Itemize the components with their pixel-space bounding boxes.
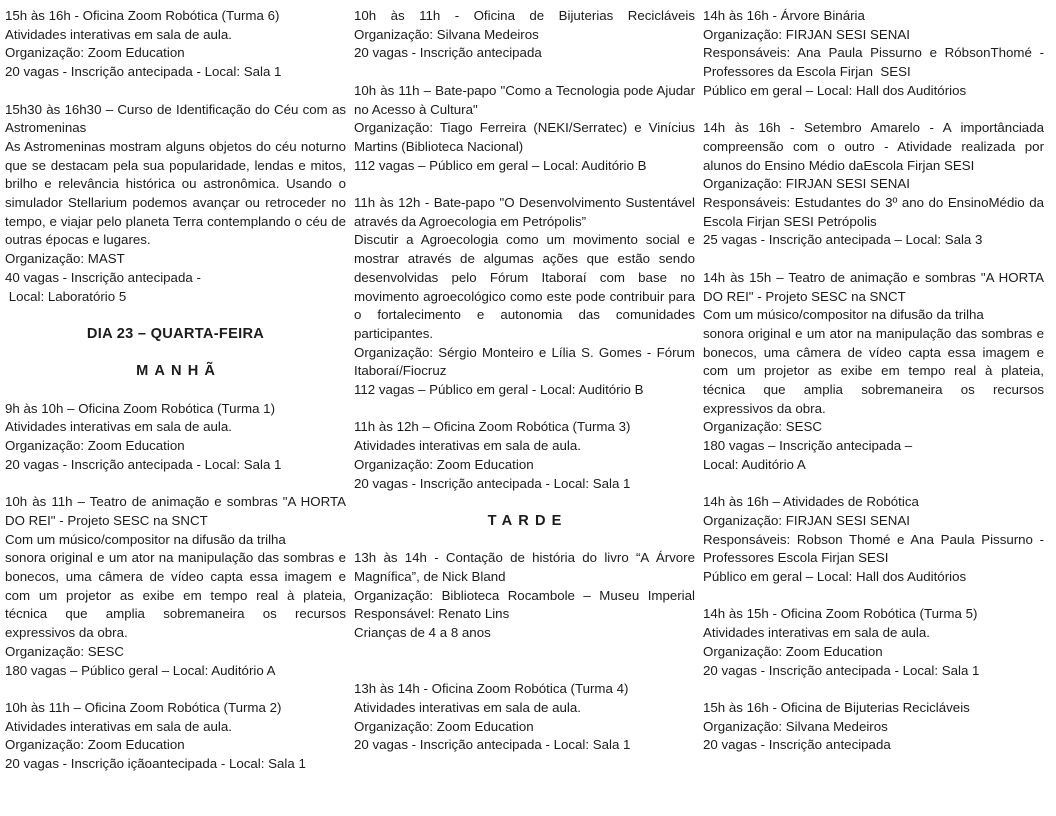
event-line: Com um músico/compositor na difusão da trilha	[703, 307, 984, 323]
event-line: Organização: MAST	[5, 251, 125, 267]
event-line: 20 vagas - Inscrição antecipada	[703, 737, 891, 753]
event-block	[703, 119, 1044, 250]
event-line: Público em geral – Local: Hall dos Auditórios	[703, 82, 967, 98]
event-line: Organização: Silvana Medeiros	[703, 718, 888, 734]
event-line: 10h às 11h – Oficina Zoom Robótica (Turma 2)	[5, 699, 282, 715]
event-block	[703, 605, 1044, 680]
event-line: Organização: Biblioteca Rocambole – Museu Imperial	[354, 587, 695, 603]
schedule-column-1	[5, 7, 346, 816]
event-line: 20 vagas - Inscrição antecipada - Local: Sala 1	[5, 64, 282, 80]
event-line: 20 vagas - Inscrição antecipada	[354, 45, 542, 61]
schedule-column-3	[703, 7, 1044, 816]
event-line: 15h às 16h - Oficina Zoom Robótica (Turma 6)	[5, 8, 280, 23]
event-line: 40 vagas - Inscrição antecipada -	[5, 269, 201, 285]
event-line: sonora original e um ator na manipulação das sombras e bonecos, uma câmera de vídeo capta essa imagem e com um projetor as exibe em tempo real à plateia, técnica que amplia sobremaneira os recursos expressivos da obra.	[703, 325, 1044, 416]
event-block	[5, 101, 346, 307]
event-line: 9h às 10h – Oficina Zoom Robótica (Turma 1)	[5, 400, 275, 416]
event-line: 112 vagas – Público em geral – Local: Auditório B	[354, 157, 647, 173]
event-line: 10h às 11h - Oficina de Bijuterias Recicláveis	[354, 8, 695, 23]
event-block	[703, 493, 1044, 587]
event-line: 11h às 12h – Oficina Zoom Robótica (Turma 3)	[354, 419, 631, 435]
event-block	[703, 7, 1044, 101]
heading-period: MANHÃ	[136, 363, 222, 380]
event-line: 15h30 às 16h30 – Curso de Identificação do Céu com as Astromeninas	[5, 101, 346, 136]
event-line: Público em geral – Local: Hall dos Auditórios	[703, 569, 967, 585]
event-line: 20 vagas - Inscrição antecipada - Local: Sala 1	[5, 456, 282, 472]
event-line: Atividades interativas em sala de aula.	[5, 718, 232, 734]
event-line: 25 vagas - Inscrição antecipada – Local: Sala 3	[703, 232, 983, 248]
heading-period: TARDE	[487, 512, 568, 529]
event-line: 10h às 11h – Bate-papo "Como a Tecnologia pode Ajudar no Acesso à Cultura"	[354, 82, 695, 117]
event-line: 112 vagas – Público em geral - Local: Auditório B	[354, 382, 644, 398]
event-line: Responsável: Renato Lins	[354, 606, 510, 622]
event-line: Atividades interativas em sala de aula.	[5, 419, 232, 435]
event-line: Organização: Silvana Medeiros	[354, 26, 539, 42]
event-line: sonora original e um ator na manipulação das sombras e bonecos, uma câmera de vídeo capta essa imagem e com um projetor as exibe em tempo real à plateia, técnica que amplia sobremaneira os recursos expressivos da obra.	[5, 550, 346, 641]
event-line: 180 vagas – Inscrição antecipada –	[703, 438, 913, 454]
event-line: Responsáveis: Estudantes do 3º ano do EnsinoMédio da Escola Firjan SESI Petrópolis	[703, 195, 1044, 229]
event-line: Organização: Zoom Education	[354, 456, 534, 472]
event-line: 10h às 11h – Teatro de animação e sombras "A HORTA DO REI" - Projeto SESC na SNCT	[5, 494, 346, 528]
event-line: Organização: Sérgio Monteiro e Lília S. Gomes - Fórum Itaboraí/Fiocruz	[354, 344, 695, 379]
event-line: 20 vagas - Inscrição antecipada - Local: Sala 1	[354, 475, 631, 491]
event-line: 13h às 14h - Oficina Zoom Robótica (Turma 4)	[354, 681, 629, 697]
event-line: Com um músico/compositor na difusão da trilha	[5, 531, 286, 547]
event-block	[5, 400, 346, 475]
event-block	[5, 699, 346, 774]
event-line: 20 vagas - Inscrição antecipada - Local: Sala 1	[354, 737, 631, 753]
event-block	[354, 680, 695, 755]
event-line: 15h às 16h - Oficina de Bijuterias Recicláveis	[703, 699, 970, 715]
event-line: 14h às 16h – Atividades de Robótica	[703, 494, 919, 510]
event-line: Organização: Zoom Education	[5, 45, 185, 61]
heading-day: DIA 23 – QUARTA-FEIRA	[86, 325, 265, 342]
event-line: 11h às 12h - Bate-papo "O Desenvolvimento Sustentável através da Agroecologia em Petrópolis”	[354, 195, 695, 229]
schedule-column-2	[354, 7, 695, 816]
event-line: Atividades interativas em sala de aula.	[703, 625, 930, 641]
event-line: 20 vagas - Inscrição antecipada - Local: Sala 1	[703, 662, 980, 678]
event-line: 13h às 14h - Contação de história do livro “A Árvore Magnífica”, de Nick Bland	[354, 550, 695, 585]
event-line: Organização: FIRJAN SESI SENAI	[703, 26, 910, 42]
event-block	[5, 493, 346, 680]
event-line: Organização: Zoom Education	[703, 643, 883, 659]
event-line: Crianças de 4 a 8 anos	[354, 625, 491, 641]
event-line: Atividades interativas em sala de aula.	[354, 699, 581, 715]
event-line: Organização: Zoom Education	[5, 438, 185, 454]
event-line: Responsáveis: Ana Paula Pissurno e RóbsonThomé - Professores da Escola Firjan SESI	[703, 45, 1044, 80]
event-line: 14h às 16h - Setembro Amarelo - A importânciada compreensão com o outro - Atividade realizada por alunos do Ensino Médio daEscola Firjan SESI	[703, 120, 1044, 173]
event-line: As Astromeninas mostram alguns objetos do céu noturno que se destacam pela sua popularidade, lendas e mitos, brilho e relevância histórica ou astronômica. Usando o simulador Stellarium podemos avançar ou retroceder no tempo, e viajar pelo planeta Terra contemplando o céu de outras épocas e lugares.	[5, 138, 346, 248]
event-block	[703, 699, 1044, 755]
event-line: Atividades interativas em sala de aula.	[354, 438, 581, 454]
event-line: Organização: SESC	[5, 643, 124, 659]
event-line: Organização: Zoom Education	[354, 718, 534, 734]
event-line: Organização: FIRJAN SESI SENAI	[703, 176, 910, 192]
event-line: 14h às 16h - Árvore Binária	[703, 8, 865, 23]
event-block	[354, 418, 695, 493]
event-line: Local: Auditório A	[703, 456, 806, 472]
event-line: 20 vagas - Inscrição içãoantecipada - Local: Sala 1	[5, 756, 306, 772]
event-line: Organização: Zoom Education	[5, 737, 185, 753]
event-line: Local: Laboratório 5	[5, 288, 127, 304]
event-line: 14h às 15h – Teatro de animação e sombras "A HORTA DO REI" - Projeto SESC na SNCT	[703, 269, 1044, 304]
event-block	[5, 7, 346, 82]
event-line: Atividades interativas em sala de aula.	[5, 26, 232, 42]
event-block	[354, 82, 695, 176]
event-line: Organização: SESC	[703, 419, 822, 435]
event-block	[354, 7, 695, 63]
event-block	[354, 194, 695, 400]
event-line: Organização: Tiago Ferreira (NEKI/Serratec) e Vinícius Martins (Biblioteca Nacional)	[354, 120, 695, 154]
event-line: Organização: FIRJAN SESI SENAI	[703, 512, 910, 528]
event-line: Discutir a Agroecologia como um movimento social e mostrar através de algumas ações que estão sendo desenvolvidas pelo Fórum Itaboraí com base no movimento agroecológico como este pode contribuir para o fortalecimento e autonomia das comunidades participantes.	[354, 232, 695, 341]
event-block	[703, 269, 1044, 475]
event-block	[354, 549, 695, 643]
event-line: 180 vagas – Público geral – Local: Auditório A	[5, 662, 276, 678]
event-line: 14h às 15h - Oficina Zoom Robótica (Turma 5)	[703, 606, 978, 622]
event-line: Responsáveis: Robson Thomé e Ana Paula Pissurno - Professores Escola Firjan SESI	[703, 531, 1044, 566]
